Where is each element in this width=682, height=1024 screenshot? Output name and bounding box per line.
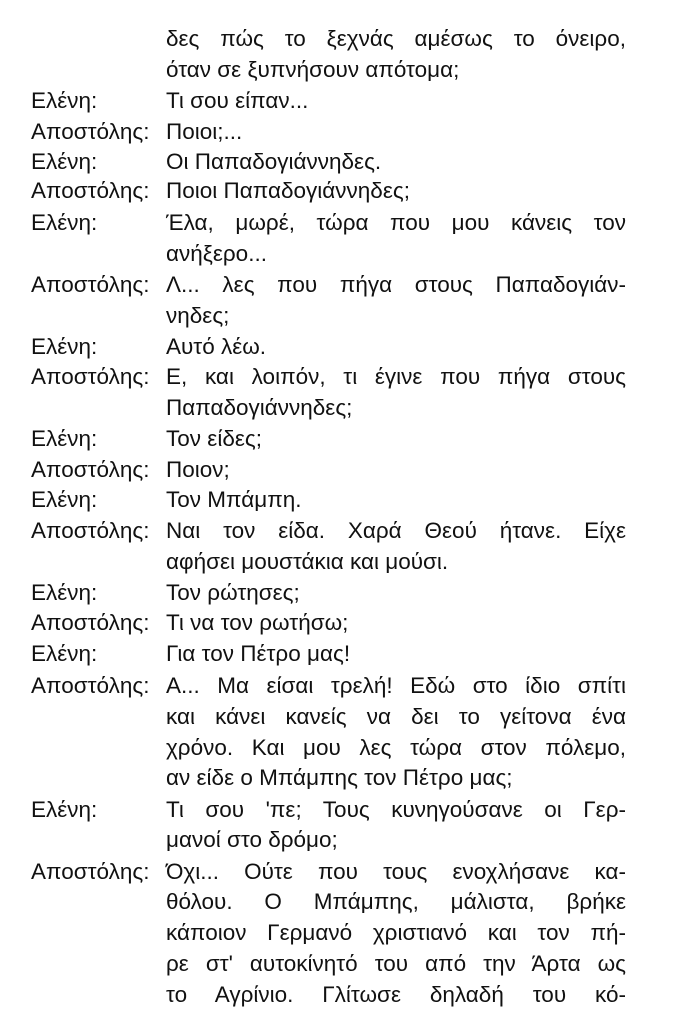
speaker-name: Αποστόλης: <box>31 859 150 884</box>
dialogue-line <box>0 176 682 206</box>
dialogue-text: Τι σου είπαν... <box>166 88 309 113</box>
dialogue-text: Ε, και λοιπόν, τι έγινε που πήγα στους <box>166 364 626 389</box>
dialogue-text: το Αγρίνιο. Γλίτωσε δηλαδή του κό- <box>166 982 626 1007</box>
dialogue-line <box>0 24 682 54</box>
dialogue-text: ανήξερο... <box>166 241 267 266</box>
dialogue-text: Έλα, μωρέ, τώρα που μου κάνεις τον <box>166 210 626 235</box>
dialogue-line <box>0 147 682 177</box>
dialogue-line <box>0 608 682 638</box>
speaker-name: Ελένη: <box>31 149 98 174</box>
dialogue-line <box>0 857 682 887</box>
dialogue-text: Τον Μπάμπη. <box>166 487 302 512</box>
dialogue-text: κάποιον Γερμανό χριστιανό και τον πή- <box>166 920 626 945</box>
dialogue-text: Όχι... Ούτε που τους ενοχλήσανε κα- <box>166 859 626 884</box>
dialogue-line <box>0 86 682 116</box>
dialogue-text: Για τον Πέτρο μας! <box>166 641 351 666</box>
dialogue-line <box>0 918 682 948</box>
speaker-name: Αποστόλης: <box>31 178 150 203</box>
dialogue-line <box>0 516 682 546</box>
dialogue-text: Α... Μα είσαι τρελή! Εδώ στο ίδιο σπίτι <box>166 673 626 698</box>
dialogue-line <box>0 671 682 701</box>
dialogue-line <box>0 270 682 300</box>
dialogue-line <box>0 301 682 331</box>
dialogue-text: αφήσει μουστάκια και μούσι. <box>166 549 449 574</box>
dialogue-text: όταν σε ξυπνήσουν απότομα; <box>166 57 460 82</box>
dialogue-line <box>0 239 682 269</box>
dialogue-text: Λ... λες που πήγα στους Παπαδογιάν- <box>166 272 626 297</box>
speaker-name: Ελένη: <box>31 580 98 605</box>
speaker-name: Ελένη: <box>31 426 98 451</box>
dialogue-text: ρε στ' αυτοκίνητό του από την Άρτα ως <box>166 951 626 976</box>
dialogue-line <box>0 455 682 485</box>
dialogue-text: νηδες; <box>166 303 230 328</box>
dialogue-text: Αυτό λέω. <box>166 334 267 359</box>
dialogue-line <box>0 424 682 454</box>
dialogue-line <box>0 485 682 515</box>
dialogue-line <box>0 733 682 763</box>
dialogue-line <box>0 702 682 732</box>
dialogue-text: δες πώς το ξεχνάς αμέσως το όνειρο, <box>166 26 626 51</box>
speaker-name: Ελένη: <box>31 641 98 666</box>
speaker-name: Ελένη: <box>31 334 98 359</box>
dialogue-line <box>0 825 682 855</box>
dialogue-text: Οι Παπαδογιάννηδες. <box>166 149 382 174</box>
speaker-name: Αποστόλης: <box>31 119 150 144</box>
speaker-name: Ελένη: <box>31 88 98 113</box>
dialogue-text: μανοί στο δρόμο; <box>166 827 338 852</box>
speaker-name: Αποστόλης: <box>31 364 150 389</box>
speaker-name: Αποστόλης: <box>31 610 150 635</box>
dialogue-line <box>0 980 682 1010</box>
dialogue-text: Ποιοι;... <box>166 119 243 144</box>
dialogue-text: αν είδε ο Μπάμπης τον Πέτρο μας; <box>166 765 513 790</box>
dialogue-line <box>0 547 682 577</box>
dialogue-line <box>0 578 682 608</box>
dialogue-text: θόλου. Ο Μπάμπης, μάλιστα, βρήκε <box>166 889 626 914</box>
speaker-name: Ελένη: <box>31 797 98 822</box>
dialogue-line <box>0 949 682 979</box>
speaker-name: Αποστόλης: <box>31 673 150 698</box>
dialogue-text: Ποιον; <box>166 457 230 482</box>
dialogue-text: και κάνει κανείς να δει το γείτονα ένα <box>166 704 626 729</box>
dialogue-line <box>0 795 682 825</box>
speaker-name: Αποστόλης: <box>31 272 150 297</box>
dialogue-text: Ναι τον είδα. Χαρά Θεού ήτανε. Είχε <box>166 518 626 543</box>
speaker-name: Ελένη: <box>31 210 98 235</box>
dialogue-line <box>0 393 682 423</box>
dialogue-line <box>0 362 682 392</box>
dialogue-text: Ποιοι Παπαδογιάννηδες; <box>166 178 410 203</box>
speaker-name: Αποστόλης: <box>31 457 150 482</box>
speaker-name: Ελένη: <box>31 487 98 512</box>
dialogue-text: Τον είδες; <box>166 426 262 451</box>
speaker-name: Αποστόλης: <box>31 518 150 543</box>
dialogue-text: Τον ρώτησες; <box>166 580 300 605</box>
dialogue-text: Παπαδογιάννηδες; <box>166 395 353 420</box>
dialogue-text: χρόνο. Και μου λες τώρα στον πόλεμο, <box>166 735 626 760</box>
dialogue-line <box>0 639 682 669</box>
dialogue-line <box>0 208 682 238</box>
dialogue-line <box>0 55 682 85</box>
dialogue-text: Τι σου 'πε; Τους κυνηγούσανε οι Γερ- <box>166 797 626 822</box>
dialogue-text: Τι να τον ρωτήσω; <box>166 610 349 635</box>
dialogue-line <box>0 332 682 362</box>
dialogue-line <box>0 763 682 793</box>
dialogue-line <box>0 887 682 917</box>
dialogue-line <box>0 117 682 147</box>
